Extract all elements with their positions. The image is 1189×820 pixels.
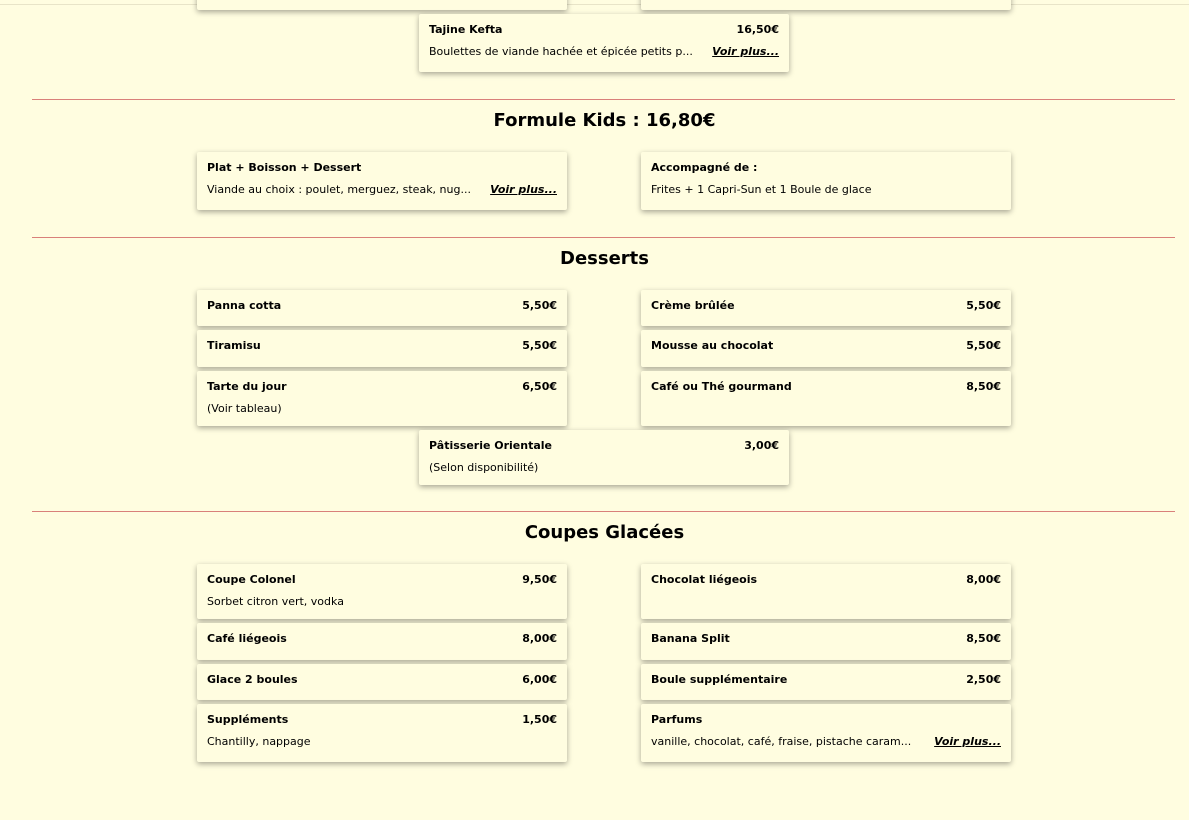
item-name: Boule supplémentaire: [651, 673, 788, 686]
item-name: Mousse au chocolat: [651, 339, 774, 352]
item-name: Chocolat liégeois: [651, 573, 758, 586]
item-price: 8,50€: [966, 632, 1001, 645]
section-title-kids: Formule Kids : 16,80€: [493, 110, 716, 131]
item-price: 9,50€: [522, 573, 557, 586]
item-price: 1,50€: [522, 713, 557, 726]
menu-card-banana-split[interactable]: [641, 623, 1011, 660]
section-divider: [32, 511, 1175, 512]
menu-card-creme-brulee[interactable]: [641, 290, 1011, 326]
item-name: Coupe Colonel: [207, 573, 296, 586]
item-description: (Voir tableau): [207, 402, 282, 415]
see-more-link[interactable]: Voir plus...: [490, 183, 557, 196]
menu-card-cafe-liegeois[interactable]: [197, 623, 567, 660]
menu-card-chocolat-liegeois[interactable]: [641, 564, 1011, 619]
item-description: Frites + 1 Capri-Sun et 1 Boule de glace: [651, 183, 872, 196]
item-price: 5,50€: [966, 339, 1001, 352]
see-more-link[interactable]: Voir plus...: [934, 735, 1001, 748]
item-price: 6,50€: [522, 380, 557, 393]
see-more-link[interactable]: Voir plus...: [712, 45, 779, 58]
section-divider: [32, 237, 1175, 238]
section-title-desserts: Desserts: [560, 248, 649, 269]
item-price: 5,50€: [966, 299, 1001, 312]
menu-card-patisserie-orientale[interactable]: [419, 430, 789, 485]
menu-card-tarte-du-jour[interactable]: [197, 371, 567, 426]
menu-card-kids-formula[interactable]: [197, 152, 567, 210]
menu-card-glace-2-boules[interactable]: [197, 664, 567, 700]
menu-card-supplements[interactable]: [197, 704, 567, 762]
item-name: Tiramisu: [207, 339, 261, 352]
menu-card-coupe-colonel[interactable]: [197, 564, 567, 619]
item-name: Crème brûlée: [651, 299, 735, 312]
menu-card-partial-right: [641, 0, 1011, 10]
item-description: Chantilly, nappage: [207, 735, 311, 748]
item-name: Accompagné de :: [651, 161, 758, 174]
item-price: 8,00€: [966, 573, 1001, 586]
item-description: vanille, chocolat, café, fraise, pistache caram...: [651, 735, 912, 748]
item-price: 3,00€: [744, 439, 779, 452]
item-name: Tajine Kefta: [429, 23, 503, 36]
item-name: Pâtisserie Orientale: [429, 439, 553, 452]
item-name: Suppléments: [207, 713, 289, 726]
section-divider: [32, 99, 1175, 100]
item-description: (Selon disponibilité): [429, 461, 539, 474]
item-name: Parfums: [651, 713, 703, 726]
item-price: 2,50€: [966, 673, 1001, 686]
menu-card-panna-cotta[interactable]: [197, 290, 567, 326]
menu-card-kids-sides[interactable]: [641, 152, 1011, 210]
menu-card-boule-supplementaire[interactable]: [641, 664, 1011, 700]
item-description: Sorbet citron vert, vodka: [207, 595, 344, 608]
menu-card-partial-left: [197, 0, 567, 10]
item-name: Plat + Boisson + Dessert: [207, 161, 362, 174]
menu-card-parfums[interactable]: [641, 704, 1011, 762]
item-description: Viande au choix : poulet, merguez, steak, nug...: [207, 183, 471, 196]
menu-card-cafe-the-gourmand[interactable]: [641, 371, 1011, 426]
item-description: Boulettes de viande hachée et épicée petits p...: [429, 45, 693, 58]
item-price: 5,50€: [522, 339, 557, 352]
item-price: 5,50€: [522, 299, 557, 312]
item-name: Tarte du jour: [207, 380, 287, 393]
item-name: Café liégeois: [207, 632, 287, 645]
item-price: 8,50€: [966, 380, 1001, 393]
item-name: Panna cotta: [207, 299, 282, 312]
section-title-coupes-glacees: Coupes Glacées: [524, 522, 685, 543]
menu-card-mousse-chocolat[interactable]: [641, 330, 1011, 367]
item-name: Glace 2 boules: [207, 673, 298, 686]
item-price: 16,50€: [736, 23, 779, 36]
item-name: Banana Split: [651, 632, 730, 645]
item-name: Café ou Thé gourmand: [651, 380, 792, 393]
menu-card-tajine-kefta[interactable]: [419, 14, 789, 72]
item-price: 8,00€: [522, 632, 557, 645]
item-price: 6,00€: [522, 673, 557, 686]
menu-card-tiramisu[interactable]: [197, 330, 567, 367]
